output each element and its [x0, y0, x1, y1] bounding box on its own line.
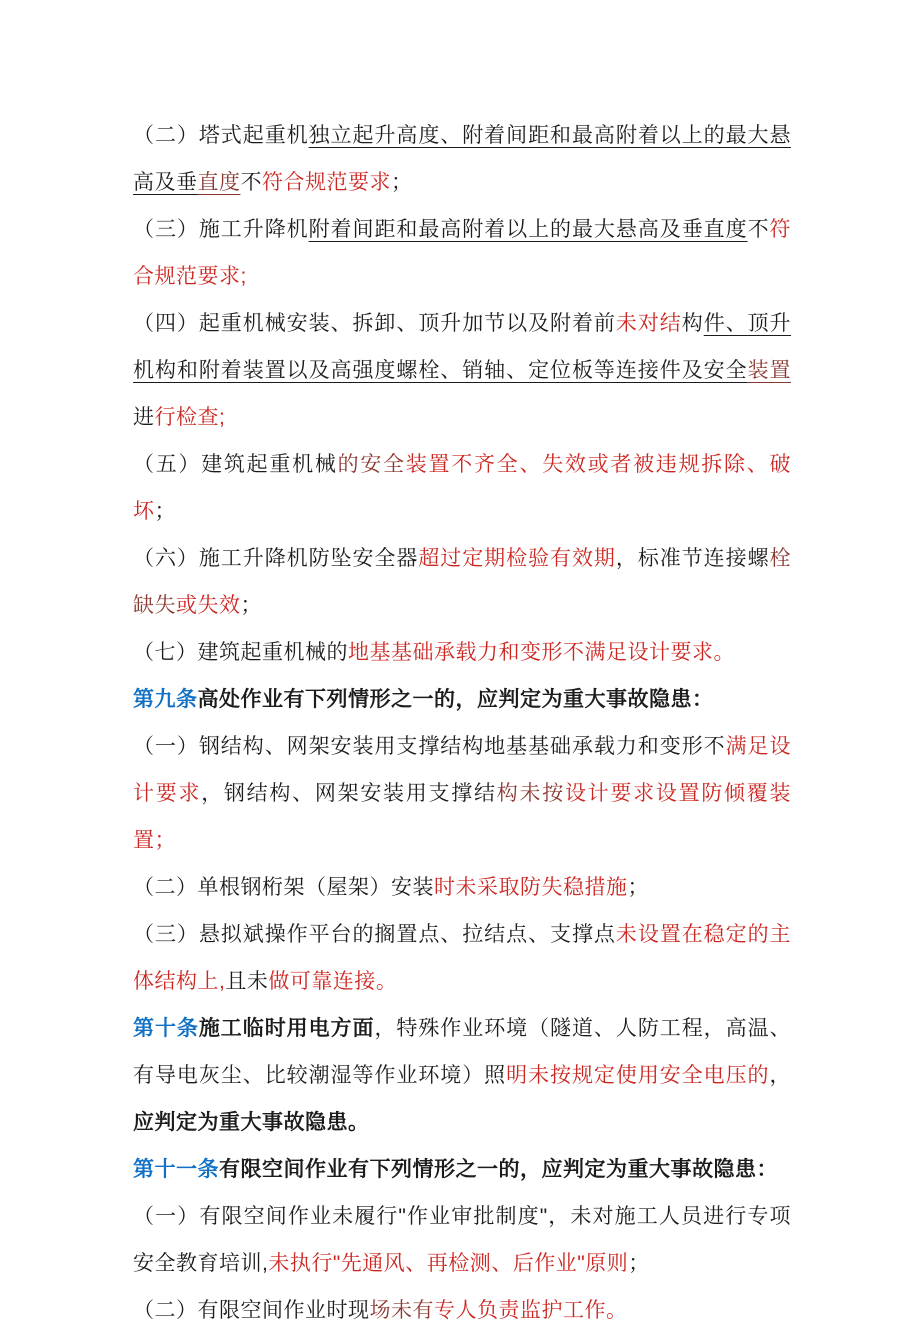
text-segment: ； [154, 500, 176, 523]
text-segment: （一）钢结构、网架安装用支撑结构地基基础承载力和变形不 [133, 735, 726, 758]
text-segment: ； [628, 1252, 650, 1275]
text-segment: 施工临时用电方面 [198, 1017, 375, 1040]
text-segment: 第九条 [133, 688, 198, 711]
clause-8-item-6 [133, 535, 791, 629]
text-segment: 构 [681, 312, 704, 335]
text-segment: ， [769, 1064, 792, 1087]
clause-9-item-2 [133, 864, 791, 911]
text-segment: （七）建筑起重机械的 [133, 641, 348, 664]
text-segment: （一）有限空间作业未履行"作业审批制度"，未对施工人员进行专项安全教育培训, [133, 1205, 791, 1275]
text-segment: 第十一条 [133, 1158, 219, 1181]
text-segment: 独立起升高度、附着间距和最高附着以上的最大悬高及垂 [133, 124, 792, 194]
text-segment: 符合规范要求; [133, 218, 792, 288]
text-segment: ，特殊作业环境（隧道、人防工程，高温、有导电灰尘、比较潮湿等作业环境）照 [133, 1017, 792, 1087]
text-segment: 未执行"先通风、再检测、后作业"原则 [268, 1252, 629, 1275]
text-segment: （三）施工升降机 [133, 218, 309, 241]
clause-8-item-4 [133, 300, 791, 441]
text-segment: 有限空间作业有下列情形之一的，应判定为重大事故隐患： [219, 1158, 778, 1181]
text-segment: 构未按 [496, 782, 565, 805]
clause-8-item-2 [133, 112, 791, 206]
clause-8-item-3 [133, 206, 791, 300]
clause-9-item-3 [133, 911, 791, 1005]
text-segment: 设计要求设置防倾覆装置； [133, 782, 792, 852]
document-body [133, 112, 791, 1334]
text-segment: 场未有 [369, 1299, 434, 1322]
text-segment: 未对结 [615, 312, 682, 335]
text-segment: （三）悬拟斌操作平台的搁置点、拉结点、支撑点 [133, 923, 616, 946]
text-segment: 装置不齐全、失效或者被违规拆除、破坏 [133, 453, 792, 523]
text-segment: （五）建筑起重机械 [133, 453, 338, 476]
text-segment: （二）单根钢桁架（屋架）安装 [133, 876, 434, 899]
text-segment: 应判定为重大事故隐患。 [133, 1111, 370, 1134]
clause-11-item-1 [133, 1193, 791, 1287]
text-segment: 地基基础承载力和变形不满足设计要求。 [348, 641, 735, 664]
text-segment: （二）有限空间作业时现 [133, 1299, 370, 1322]
text-segment: 未设置在稳定的主体结构上, [133, 923, 792, 993]
text-segment: 做可靠连接。 [268, 970, 398, 993]
text-segment: ； [627, 876, 649, 899]
clause-10-heading [133, 1005, 791, 1146]
text-segment: 高处作业有下列情形之一的，应判定为重大事故隐患： [197, 688, 714, 711]
text-segment: 进 [133, 406, 155, 429]
clause-11-item-2 [133, 1287, 791, 1334]
clause-9-item-1 [133, 723, 791, 864]
text-segment: （二）塔式起重机 [133, 124, 309, 147]
text-segment: 第十条 [133, 1017, 199, 1040]
text-segment: 明未按规定使用安全电压的 [506, 1064, 770, 1087]
clause-8-item-5 [133, 441, 791, 535]
clause-11-heading [133, 1146, 791, 1193]
text-segment: 专人负责监护工作。 [434, 1299, 628, 1322]
text-segment: 栓缺失 [133, 547, 792, 617]
text-segment: ，标准节连接螺 [615, 547, 770, 570]
clause-9-heading [133, 676, 791, 723]
text-segment: （六）施工升降机防坠安全器 [133, 547, 419, 570]
text-segment: ； [240, 594, 262, 617]
text-segment: 附着间距和最高附着以上的最大悬高及垂直度 [308, 218, 748, 241]
text-segment: 不 [747, 218, 770, 241]
text-segment: 件、顶升机构和附着装置以及高强度螺栓、销轴、定位板等连接件及安全 [133, 312, 792, 382]
text-segment: 或失效 [176, 594, 241, 617]
text-segment: 的安全 [337, 453, 406, 476]
text-segment: 满足设计要求 [133, 735, 792, 805]
text-segment: 行检查; [154, 406, 226, 429]
clause-8-item-7 [133, 629, 791, 676]
text-segment: 直度 [197, 171, 241, 194]
text-segment: ，钢结构、网架安装用支撑结 [201, 782, 497, 805]
text-segment: 不 [240, 171, 262, 194]
text-segment: ； [391, 171, 413, 194]
text-segment: 装置 [747, 359, 792, 382]
text-segment: 符合规范要求 [262, 171, 391, 194]
text-segment: 超过定期检验有效期 [418, 547, 616, 570]
text-segment: 时未采取防失稳措施 [434, 876, 628, 899]
text-segment: 且未 [225, 970, 269, 993]
text-segment: （四）起重机械安装、拆卸、顶升加节以及附着前 [133, 312, 616, 335]
